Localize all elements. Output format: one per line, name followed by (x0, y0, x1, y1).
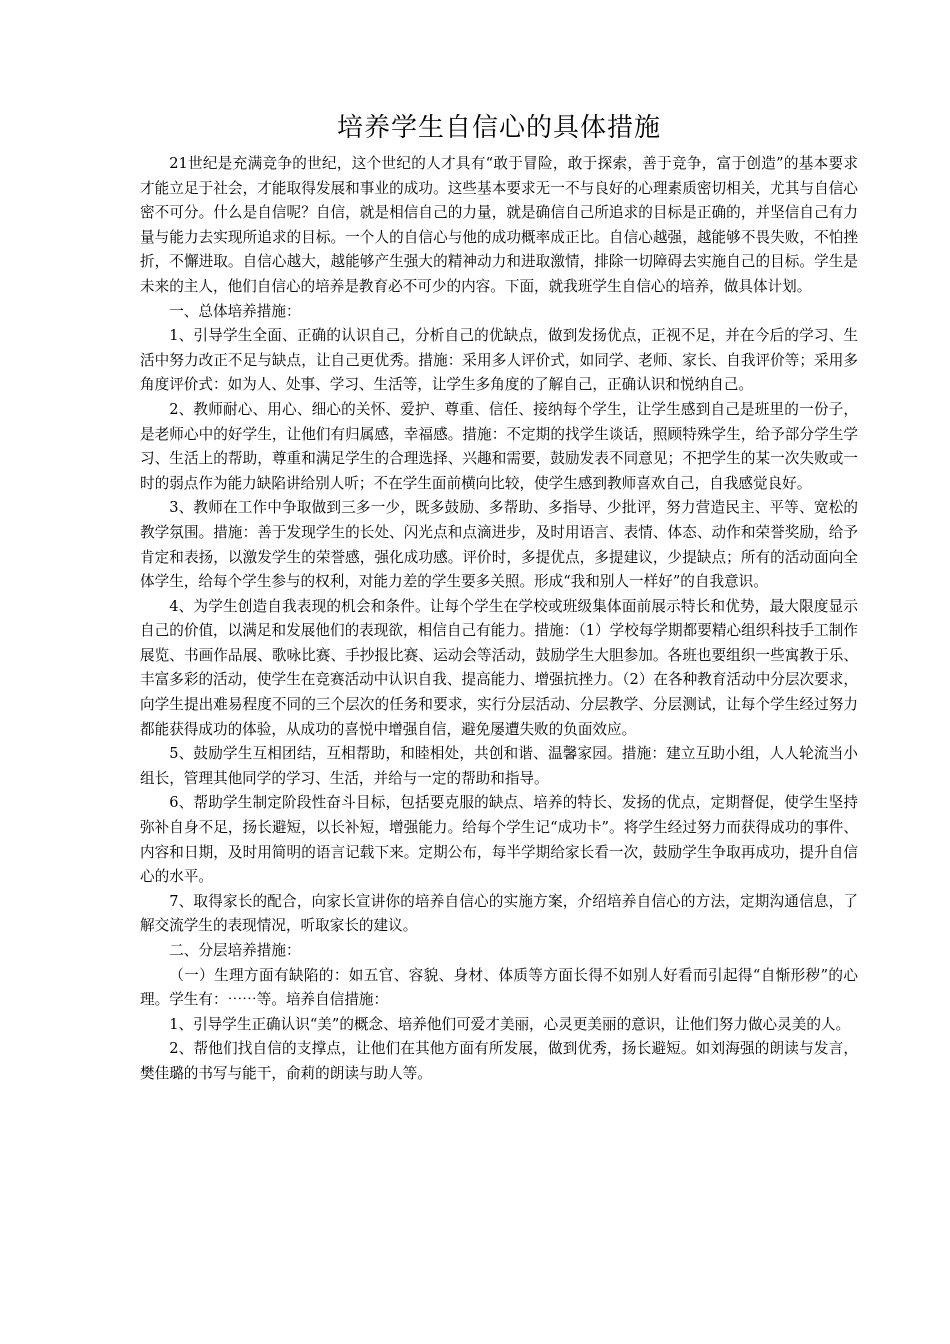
layered-measure-1: 1、引导学生正确认识“美”的概念、培养他们可爱才美丽，心灵更美丽的意识，让他们努力做心灵美的人。 (169, 1015, 851, 1033)
overall-measure-1: 1、引导学生全面、正确的认识自己，分析自己的优缺点，做到发扬优点，正视不足，并在今后的学习、生活中努力改正不足与缺点，让自己更优秀。措施：采用多人评价式，如同学、老师、家长、自我评价等；采用多角度评价式：如为人、处事、学习、生活等，让学生多角度的了解自己，正确认识和悦纳自己。 (140, 327, 858, 394)
layered-measure-2: 2、帮他们找自信的支撑点，让他们在其他方面有所发展，做到优秀，扬长避短。如刘海强的朗读与发言，樊佳璐的书写与能干，俞莉的朗读与助人等。 (140, 1040, 858, 1082)
section-heading-overall: 一、总体培养措施： (169, 302, 301, 320)
overall-measure-3: 3、教师在工作中争取做到三多一少，既多鼓励、多帮助、多指导、少批评，努力营造民主、平等、宽松的教学氛围。措施：善于发现学生的长处、闪光点和点滴进步，及时用语言、表情、体态、动作和荣誉奖励，给予肯定和表扬，以激发学生的荣誉感，强化成功感。评价时，多提优点，多提建议，少提缺点；所有的活动面向全体学生，给每个学生参与的权利，对能力差的学生要多关照。形成“我和别人一样好”的自我意识。 (140, 499, 858, 591)
document-title: 培养学生自信心的具体措施 (336, 113, 661, 143)
intro-paragraph: 21世纪是充满竞争的世纪，这个世纪的人才具有“敢于冒险，敢于探索，善于竞争，富于创造”的基本要求才能立足于社会，才能取得发展和事业的成功。这些基本要求无一不与良好的心理素质密切相关，尤其与自信心密不可分。什么是自信呢？自信，就是相信自己的力量，就是确信自己所追求的目标是正确的，并坚信自己有力量与能力去实现所追求的目标。一个人的自信心与他的成功概率成正比。自信心越强，越能够不畏失败，不怕挫折，不懈进取。自信心越大，越能够产生强大的精神动力和进取激情，排除一切障碍去实施自己的目标。学生是未来的主人，他们自信心的培养是教育必不可少的内容。下面，就我班学生自信心的培养，做具体计划。 (140, 155, 858, 295)
overall-measure-5: 5、鼓励学生互相团结，互相帮助，和睦相处，共创和谐、温馨家园。措施：建立互助小组，人人轮流当小组长，管理其他同学的学习、生活，并给与一定的帮助和指导。 (140, 745, 858, 787)
overall-measure-2: 2、教师耐心、用心、细心的关怀、爱护、尊重、信任、接纳每个学生，让学生感到自己是班里的一份子，是老师心中的好学生，让他们有归属感，幸福感。措施：不定期的找学生谈话，照顾特殊学生，给予部分学生学习、生活上的帮助，尊重和满足学生的合理选择、兴趣和需要，鼓励发表不同意见；不把学生的某一次失败或一时的弱点作为能力缺陷讲给别人听；不在学生面前横向比较，使学生感到教师喜欢自己，自我感觉良好。 (140, 400, 858, 492)
layered-subsection-1: （一）生理方面有缺陷的：如五官、容貌、身材、体质等方面长得不如别人好看而引起得“自惭形秽”的心理。学生有：⋯⋯等。培养自信措施： (140, 966, 858, 1009)
document-page (140, 98, 858, 1087)
overall-measure-7: 7、取得家长的配合，向家长宣讲你的培养自信心的实施方案，介绍培养自信心的方法，定期沟通信息，了解交流学生的表现情况，听取家长的建议。 (140, 892, 858, 935)
overall-measure-4: 4、为学生创造自我表现的机会和条件。让每个学生在学校或班级集体面前展示特长和优势，最大限度显示自己的价值，以满足和发展他们的表现欲，相信自己有能力。措施：（1）学校每学期都要精心组织科技手工制作展览、书画作品展、歌咏比赛、手抄报比赛、运动会等活动，鼓励学生大胆参加。各班也要组织一些寓教于乐、丰富多彩的活动，使学生在竞赛活动中认识自我、提高能力、增强抗挫力。（2）在各种教育活动中分层次要求，向学生提出难易程度不同的三个层次的任务和要求，实行分层活动、分层教学、分层测试，让每个学生经过努力都能获得成功的体验，从成功的喜悦中增强自信，避免屡遭失败的负面效应。 (140, 597, 858, 738)
section-heading-layered: 二、分层培养措施： (169, 942, 301, 959)
overall-measure-6: 6、帮助学生制定阶段性奋斗目标，包括要克服的缺点、培养的特长、发扬的优点，定期督促，使学生坚持弥补自身不足，扬长避短，以长补短，增强能力。给每个学生记“成功卡”。将学生经过努力而获得成功的事件、内容和日期，及时用简明的语言记载下来。定期公布，每半学期给家长看一次，鼓励学生争取再成功，提升自信心的水平。 (140, 794, 858, 886)
